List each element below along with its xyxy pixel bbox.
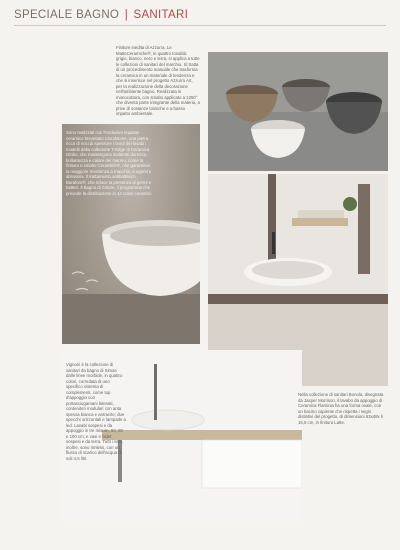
bowls-illustration bbox=[208, 52, 388, 171]
article-globo-text: Sono realizzati con l'esclusivo impasto ceramico brevettato Cloudstone, una pietra ricca di noci di spessore i bordi dei lavabi i modelli della collezione T-Edge di Ceramica Globo, che mantengono inalterati durezza, brillantezza e calore del marmo, come la finitura e smalto Ceramilife®, che garantisce la maggiore resistenza a macchie, a agenti e abrasioni. Il trattamento antibatterico Barafom®, che riduce la presenza di germi e batteri. Il Bagno di Colore, il programma che prevede la distribuzione in 14 colori ceramici. bbox=[66, 130, 152, 196]
article-simas-text: Vignoni è la collezione di sanitari da bagno di Simas dalle linee morbide, in quattro colori, corredata di uno specifico sistema di complementi, come top d'appoggio con portasciugamani laterale, contenitori modulari con anta spessa bianca e antracite; due specchi orizzontali e lampade a led. Lavabi sospesi e da appoggio in tre misure, 60, 80 e 100 cm; e vasi e bidet sospesi e da terra. Tutti i vasi, inoltre, sono rimless, con un flusso di scarico dell'acqua di soli 4,5 litri. bbox=[66, 362, 126, 461]
section-title: SPECIALE BAGNO bbox=[14, 9, 120, 21]
article-azzurra-text: Finiture inedita di Azzurra, Le MatteCeramiche®, in quattro tonalità: grigio, bianco, nero e terra, si applica a tutte le collezioni di sanitari del marchio. Si tratta di un procedimento manuale che trasforma la ceramica in un materiale di tendenza e che si inserisce nel progetto Azzurra Art, per la realizzazione della decorazione nell'ambiente bagno. Realizzata in monocottura, con smalto applicato a 1250° che diventa parte integrante della materia, a prive di sostanze tossiche e a basso impatto ambientale. bbox=[116, 45, 200, 116]
section-header bbox=[14, 9, 188, 21]
header-rule bbox=[14, 25, 386, 26]
header-separator: | bbox=[124, 9, 128, 21]
article-flaminia-text: Nella collezione di sanitari Bonola, disegnata da Jasper Morrison, il lavabo da appoggio di Ceramica Flaminia ha una forma ovale, con un bacino capiente che rispetta i segni distintivi del progetto, di dimensioni 63x48x h 16,5 cm, in finitura Latte. bbox=[298, 392, 384, 425]
subsection-title: SANITARI bbox=[133, 9, 189, 21]
photo-colored-bowls bbox=[208, 52, 388, 171]
